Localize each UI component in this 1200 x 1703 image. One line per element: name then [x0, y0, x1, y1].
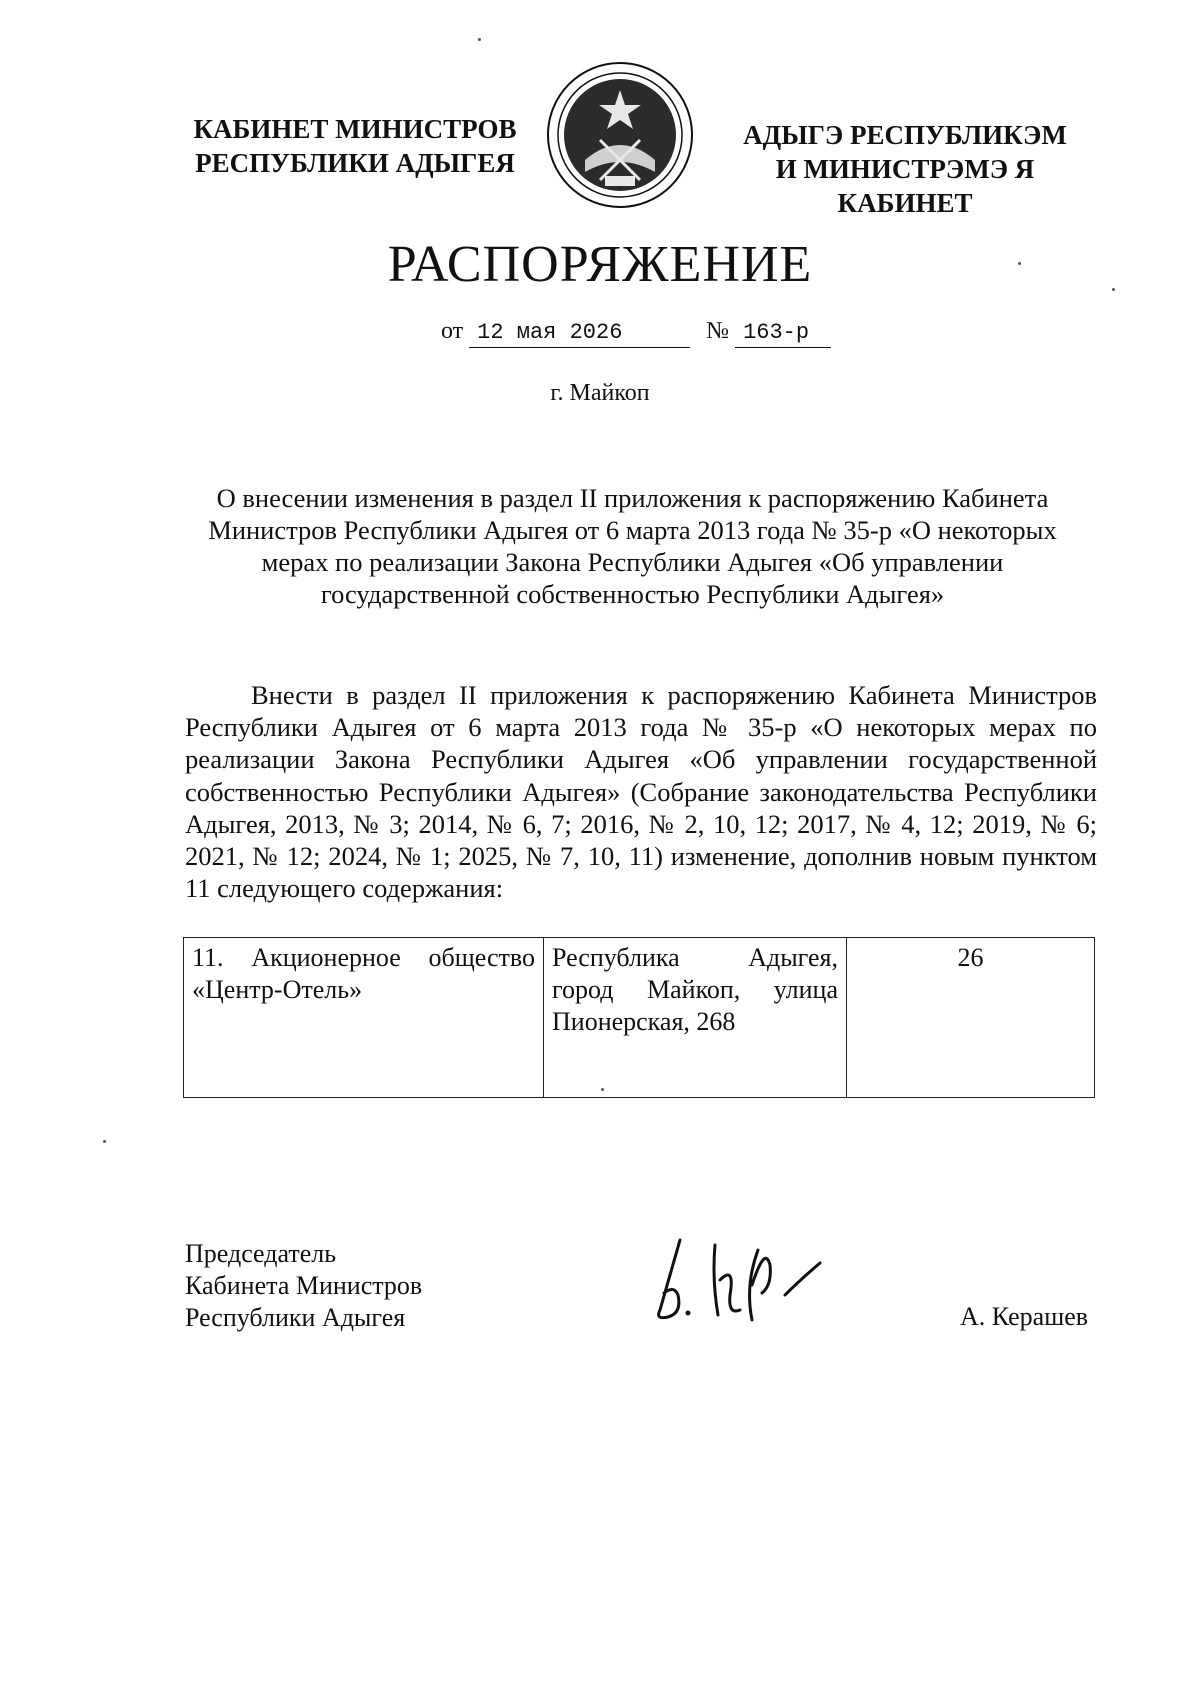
title-line: мерах по реализации Закона Республики Адыгея «Об управлении	[261, 547, 1004, 577]
date-prefix: от	[441, 318, 464, 344]
header-left-line2: РЕСПУБЛИКИ АДЫГЕЯ	[195, 148, 515, 178]
table-cell-name: 11. Акционерное общество «Центр-Отель»	[184, 938, 544, 1098]
title-line: О внесении изменения в раздел II приложения к распоряжению Кабинета	[216, 483, 1049, 513]
table-cell-value: 26	[847, 938, 1095, 1098]
header-right	[705, 118, 1105, 220]
document-number: 163-р	[735, 320, 831, 348]
signer-name: А. Керашев	[960, 1302, 1089, 1331]
signer-title-line3: Республики Адыгея	[185, 1303, 406, 1332]
table-cell-address: Республика Адыгея, город Майкоп, улица Пионерская, 268	[544, 938, 847, 1098]
date-number-row	[441, 318, 831, 348]
signer-title	[185, 1238, 422, 1334]
table-row	[184, 938, 1095, 1098]
document-type: РАСПОРЯЖЕНИЕ	[387, 236, 813, 293]
header-left	[190, 112, 520, 180]
document-date: 12 мая 2026	[469, 320, 690, 348]
header-right-line2: И МИНИСТРЭМЭ Я КАБИНЕТ	[775, 154, 1035, 218]
header-left-line1: КАБИНЕТ МИНИСТРОВ	[193, 114, 517, 144]
title-line: Министров Республики Адыгея от 6 марта 2013 года № 35-р «О некоторых	[208, 515, 1057, 545]
header-right-line1: АДЫГЭ РЕСПУБЛИКЭМ	[743, 120, 1067, 150]
number-prefix: №	[706, 318, 730, 344]
body-paragraph: Внести в раздел II приложения к распоряжению Кабинета Министров Республики Адыгея от 6 марта 2013 года № 35-р «О некоторых мерах по реализации Закона Республики Адыгея «Об управлении государственной собственностью Республики Адыгея» (Собрание законодательства Республики Адыгея, 2013, № 3; 2014, № 6, 7; 2016, № 2, 10, 12; 2017, № 4, 12; 2019, № 6; 2021, № 12; 2024, № 1; 2025, № 7, 10, 11) изменение, дополнив новым пунктом 11 следующего содержания:	[185, 680, 1097, 904]
coat-of-arms-icon	[545, 60, 695, 210]
title-line: государственной собственностью Республики Адыгея»	[320, 579, 945, 609]
amendment-table	[183, 937, 1095, 1098]
signer-title-line1: Председатель	[185, 1239, 337, 1268]
handwritten-signature-icon	[640, 1225, 840, 1335]
city: г. Майкоп	[550, 380, 650, 406]
document-title	[180, 482, 1085, 610]
signer-title-line2: Кабинета Министров	[185, 1271, 423, 1300]
